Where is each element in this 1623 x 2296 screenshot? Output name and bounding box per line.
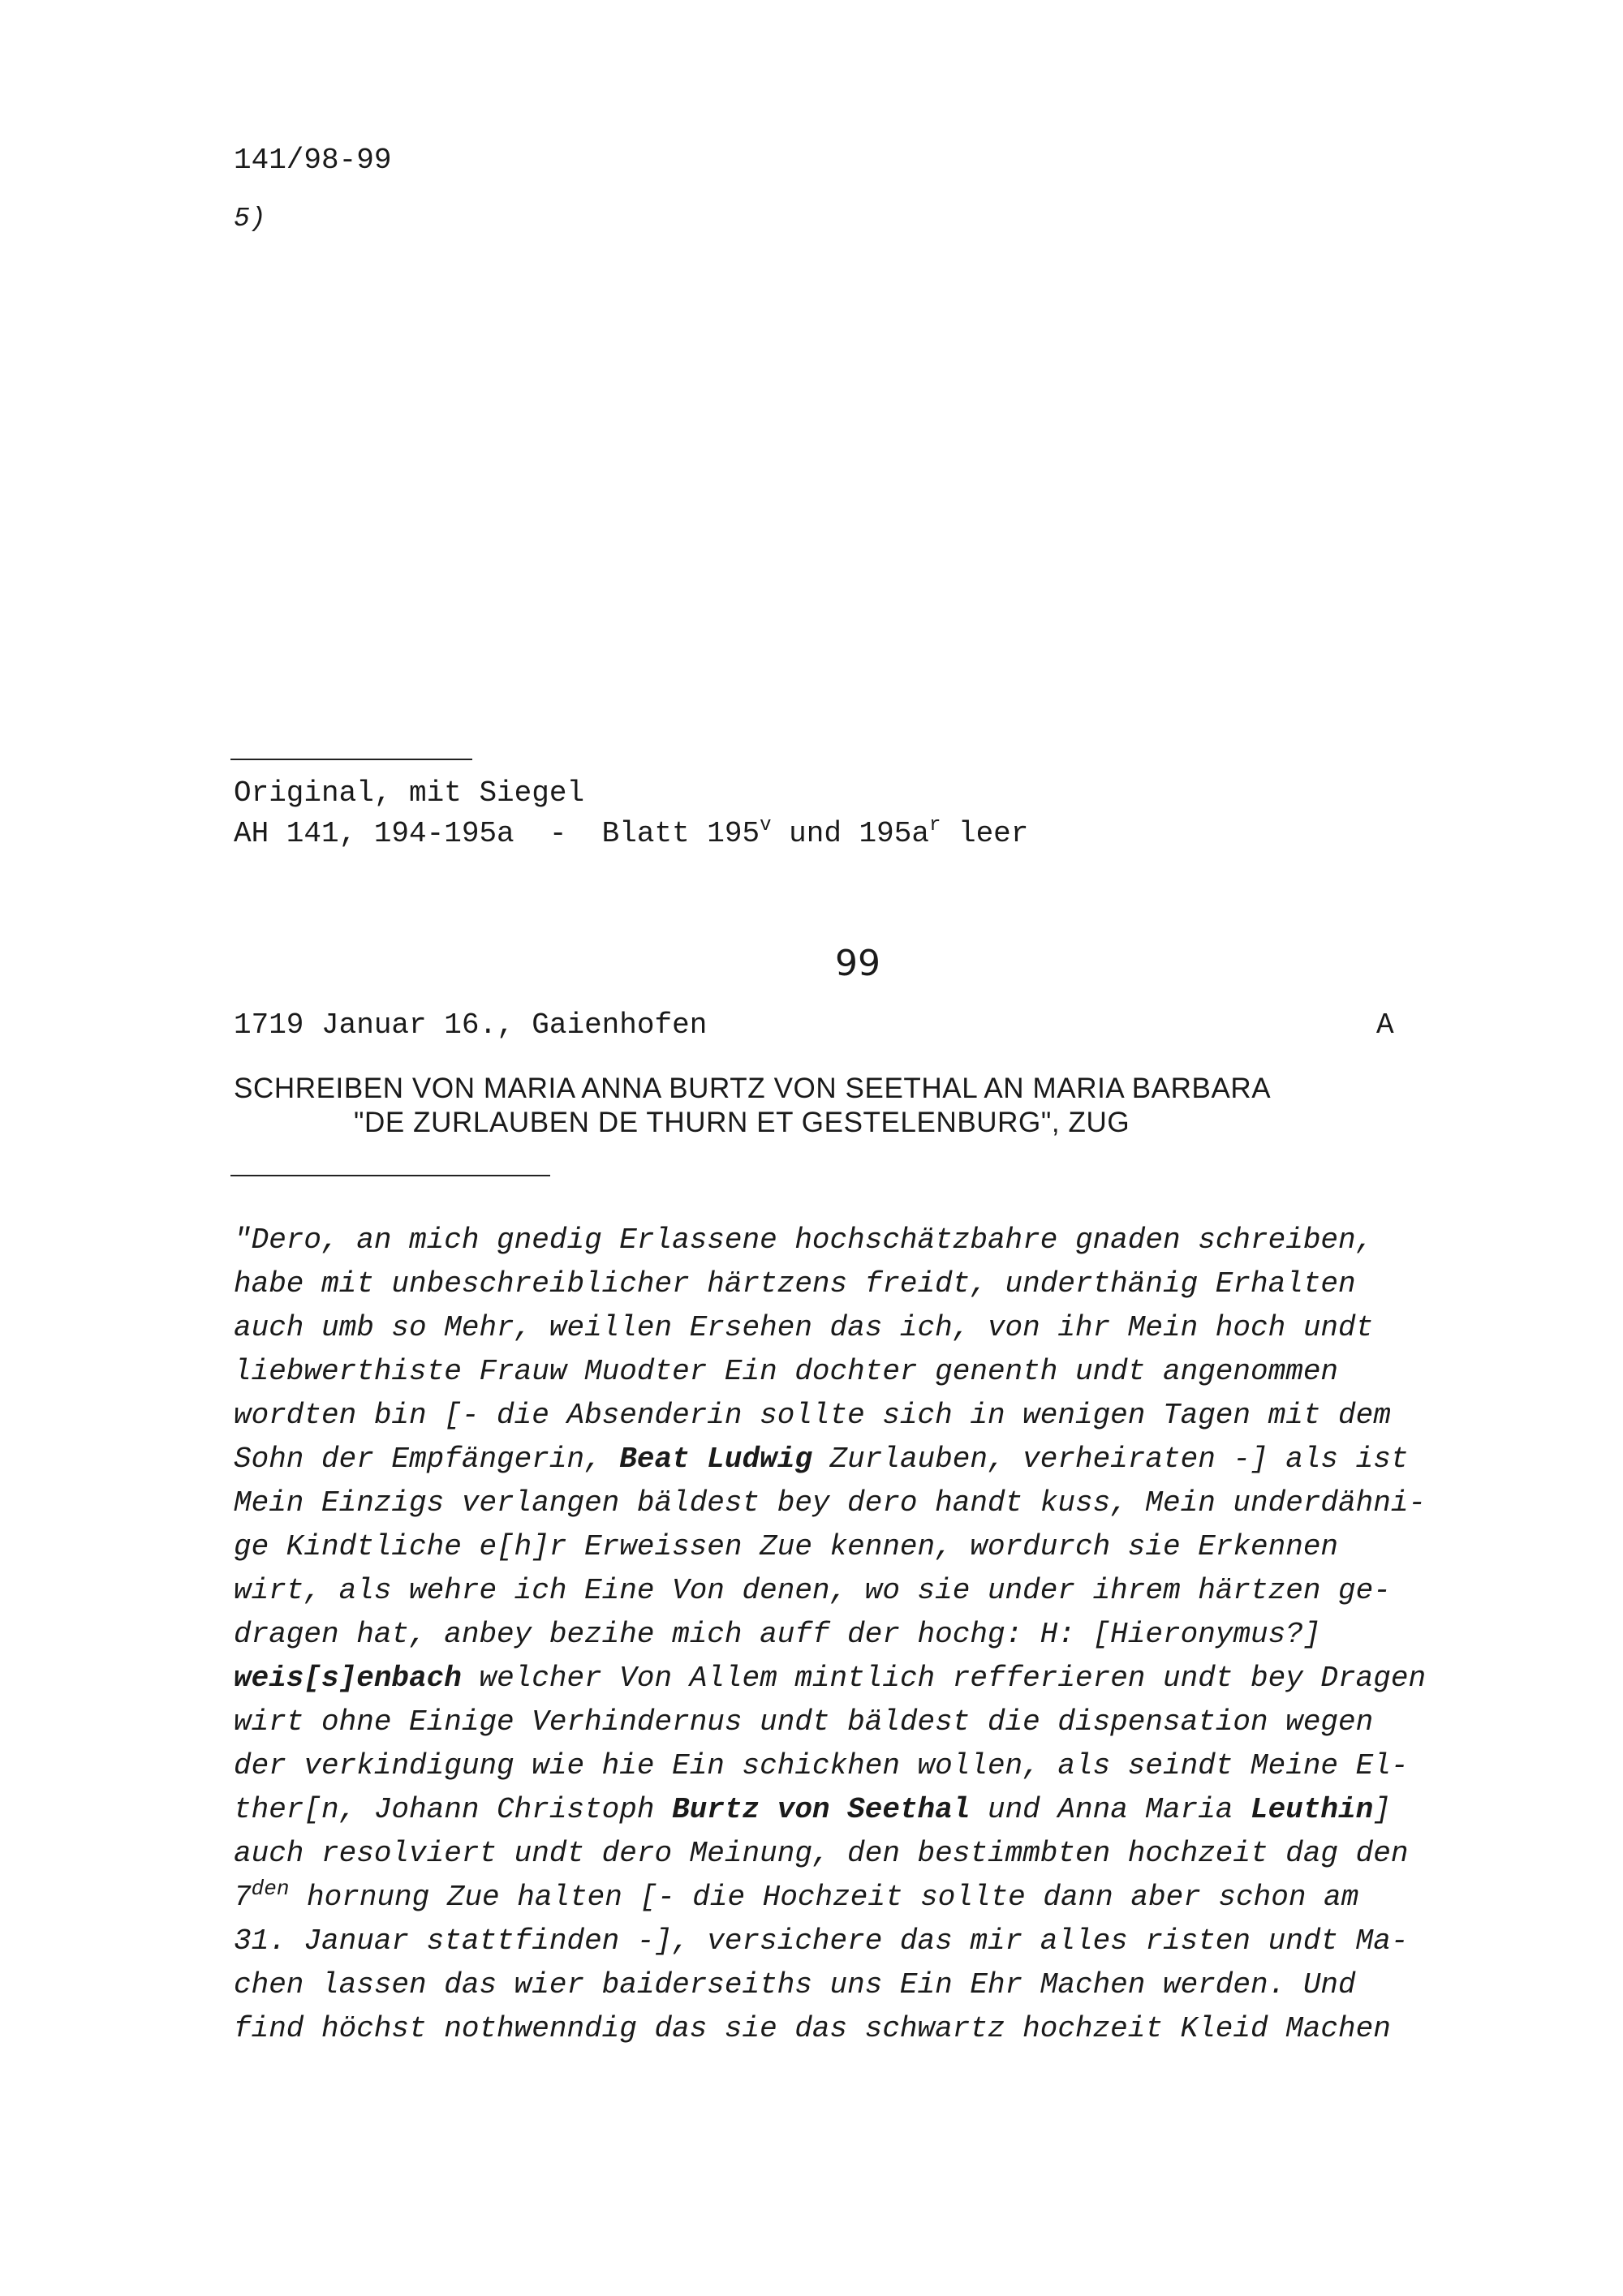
letter-transcription [234, 1219, 1500, 2051]
text-line: der verkindigung wie hie Ein schickhen wollen, als seindt Meine El- [234, 1749, 1409, 1782]
text-line: dragen hat, anbey bezihe mich auff der hochg: H: [Hieronymus?] [234, 1618, 1321, 1651]
text-line: 31. Januar stattfinden -], versichere das mir alles risten undt Ma- [234, 1924, 1409, 1958]
text-line [234, 1876, 1500, 1920]
source-line-original: Original, mit Siegel [234, 776, 585, 810]
footnote-divider [230, 759, 472, 760]
document-title-line-1: SCHREIBEN VON MARIA ANNA BURTZ VON SEETHAL AN MARIA BARBARA [234, 1073, 1272, 1104]
text-line: ge Kindtliche e[h]r Erweissen Zue kennen, wordurch sie Erkennen [234, 1530, 1339, 1563]
ordinal-sup: den [251, 1877, 290, 1901]
text-segment: Zurlauben, verheiraten -] als ist [812, 1443, 1409, 1476]
text-segment: ther[n, Johann Christoph [234, 1793, 673, 1826]
person-name-bold: weis[s]enbach [234, 1662, 462, 1695]
archive-ref-prefix: AH 141, 194-195a - Blatt 195 [234, 817, 760, 850]
person-name-bold: Beat Ludwig [619, 1443, 812, 1476]
text-line: liebwerthiste Frauw Muodter Ein dochter genenth undt angenommen [234, 1355, 1339, 1388]
text-segment: 7 [234, 1881, 252, 1914]
reference-number: 141/98-99 [234, 144, 392, 177]
verso-sup: v [760, 815, 772, 836]
text-line: Mein Einzigs verlangen bäldest bey dero handt kuss, Mein underdähni- [234, 1486, 1427, 1520]
text-line: wirt, als wehre ich Eine Von denen, wo sie under ihrem härtzen ge- [234, 1574, 1391, 1607]
footnote-number: 5) [234, 204, 266, 234]
title-divider [230, 1175, 550, 1176]
text-segment: ] [1373, 1793, 1391, 1826]
text-segment: und Anna Maria [970, 1793, 1251, 1826]
text-line: chen lassen das wier baiderseiths uns Ein Ehr Machen werden. Und [234, 1968, 1356, 2001]
text-line [234, 1657, 1500, 1701]
person-name-bold: Burtz von Seethal [672, 1793, 971, 1826]
text-line: auch resolviert undt dero Meinung, den bestimmbten hochzeit dag den [234, 1837, 1409, 1870]
text-segment: Sohn der Empfängerin, [234, 1443, 620, 1476]
text-line: auch umb so Mehr, weillen Ersehen das ich, von ihr Mein hoch undt [234, 1311, 1374, 1344]
archive-ref-suffix: leer [941, 817, 1029, 850]
text-line [234, 1438, 1500, 1481]
text-line: "Dero, an mich gnedig Erlassene hochschätzbahre gnaden schreiben, [234, 1223, 1374, 1257]
text-segment: welcher Von Allem mintlich refferieren undt bey Dragen [461, 1662, 1427, 1695]
text-line: wirt ohne Einige Verhindernus undt bäldest die dispensation wegen [234, 1705, 1374, 1739]
recto-sup: r [928, 815, 941, 836]
source-line-archive [234, 816, 1028, 852]
document-title-line-2: "DE ZURLAUBEN DE THURN ET GESTELENBURG", ZUG [354, 1107, 1130, 1138]
text-line [234, 1788, 1500, 1832]
person-name-bold: Leuthin [1251, 1793, 1374, 1826]
text-line: find höchst nothwenndig das sie das schwartz hochzeit Kleid Machen [234, 2012, 1391, 2045]
text-segment: hornung Zue halten [- die Hochzeit sollte dann aber schon am [289, 1881, 1359, 1914]
document-type-letter: A [1376, 1008, 1394, 1042]
document-date-place: 1719 Januar 16., Gaienhofen [234, 1008, 708, 1042]
archive-ref-mid: und 195a [771, 817, 929, 850]
text-line: habe mit unbeschreiblicher härtzens freidt, underthänig Erhalten [234, 1267, 1356, 1301]
document-number: 99 [835, 943, 880, 984]
text-line: wordten bin [- die Absenderin sollte sich in wenigen Tagen mit dem [234, 1399, 1391, 1432]
